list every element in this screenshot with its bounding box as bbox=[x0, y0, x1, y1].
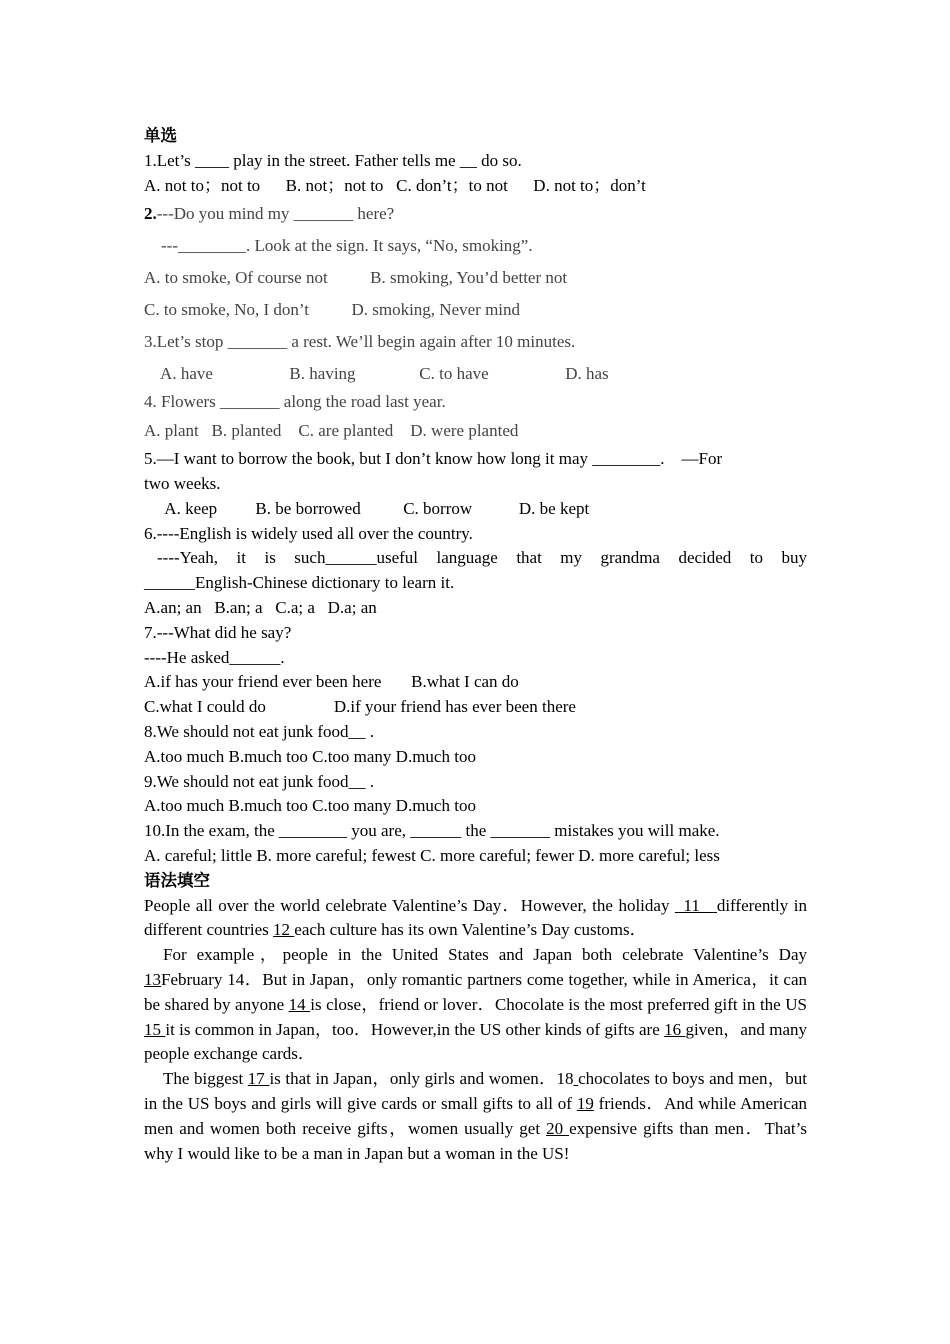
q10-stem: 10.In the exam, the ________ you are, ______ the _______ mistakes you will make. bbox=[144, 821, 720, 841]
q5-stem: 5.—I want to borrow the book, but I don’t know how long it may ________. —For bbox=[144, 449, 723, 469]
q7-options-ab: A.if has your friend ever been here B.what I can do bbox=[144, 672, 519, 692]
q5-stem-cont: two weeks. bbox=[144, 473, 221, 493]
q2-options-cd: C. to smoke, No, I don’t D. smoking, Never mind bbox=[144, 300, 521, 320]
q7-reply: ----He asked______. bbox=[144, 647, 285, 667]
blank-12: 12 bbox=[273, 920, 295, 940]
q1-options: A. not to；not to B. not；not to C. don’t；to not D. not to；don’t bbox=[144, 175, 646, 195]
passage-paragraph-2: For example，people in the United States and Japan both celebrate Valentine’s Day 13February 14．But in Japan，only romantic partners come together, while in America，it can be shared by anyone 14 is close，friend or lover．Chocolate is the most preferred gift in the US 15 it is common in Japan，too．However,in the US other kinds of gifts are 16 given，and many people exchange cards． bbox=[144, 945, 808, 1064]
passage-paragraph-3: The biggest 17 is that in Japan，only girls and women．18 chocolates to boys and men，but in the US boys and girls will give cards or small gifts to all of 19 friends．And while American men and women both receive gifts，women usually get 20 expensive gifts than men．That’s why I would like to be a man in Japan but a woman in the US! bbox=[144, 1069, 808, 1163]
q10-options: A. careful; little B. more careful; fewest C. more careful; fewer D. more careful; less bbox=[144, 845, 720, 865]
q4-stem: 4. Flowers _______ along the road last year. bbox=[144, 392, 446, 412]
q9-stem: 9.We should not eat junk food__ . bbox=[144, 771, 374, 791]
document-page bbox=[144, 124, 807, 1166]
q4-options: A. plant B. planted C. are planted D. were planted bbox=[144, 421, 519, 441]
q2-options-ab: A. to smoke, Of course not B. smoking, You’d better not bbox=[144, 268, 568, 288]
blank-11: _11__ bbox=[674, 895, 717, 915]
q1-stem: 1.Let’s ____ play in the street. Father tells me __ do so. bbox=[144, 150, 522, 170]
q2-stem: 2.---Do you mind my _______ here? bbox=[144, 204, 395, 224]
q5-options: A. keep B. be borrowed C. borrow D. be kept bbox=[144, 498, 590, 518]
passage-paragraph-1: People all over the world celebrate Valentine’s Day．However, the holiday _11__differently in different countries 12 each culture has its own Valentine’s Day customs． bbox=[144, 895, 807, 940]
blank-20: 20 bbox=[546, 1118, 570, 1138]
q8-options: A.too much B.much too C.too many D.much too bbox=[144, 746, 476, 766]
blank-15: 15 bbox=[144, 1019, 166, 1039]
blank-13: 13 bbox=[144, 969, 161, 989]
q6-options: A.an; an B.an; a C.a; a D.a; an bbox=[144, 597, 377, 617]
q8-stem: 8.We should not eat junk food__ . bbox=[144, 721, 374, 741]
q7-stem: 7.---What did he say? bbox=[144, 622, 292, 642]
section-title-grammar-cloze: 语法填空 bbox=[144, 870, 210, 890]
q3-options: A. have B. having C. to have D. has bbox=[144, 364, 609, 384]
q2-number: 2. bbox=[144, 204, 157, 224]
q7-options-cd: C.what I could do D.if your friend has ever been there bbox=[144, 697, 576, 717]
q6-stem: 6.----English is widely used all over the country. bbox=[144, 523, 473, 543]
blank-14: 14 bbox=[288, 994, 311, 1014]
blank-17: 17 bbox=[247, 1069, 270, 1089]
q6-reply-cont: ______English-Chinese dictionary to learn it. bbox=[144, 573, 455, 593]
blank-19: 19 bbox=[576, 1093, 594, 1113]
blank-16: 16 bbox=[664, 1019, 686, 1039]
section-title-single-choice: 单选 bbox=[144, 126, 177, 145]
q3-stem: 3.Let’s stop _______ a rest. We’ll begin again after 10 minutes. bbox=[144, 332, 576, 352]
q2-reply: ---________. Look at the sign. It says, “No, smoking”. bbox=[144, 236, 533, 256]
q9-options: A.too much B.much too C.too many D.much too bbox=[144, 796, 476, 816]
q6-reply: ----Yeah, it is such______useful language that my grandma decided to buy bbox=[157, 548, 807, 568]
